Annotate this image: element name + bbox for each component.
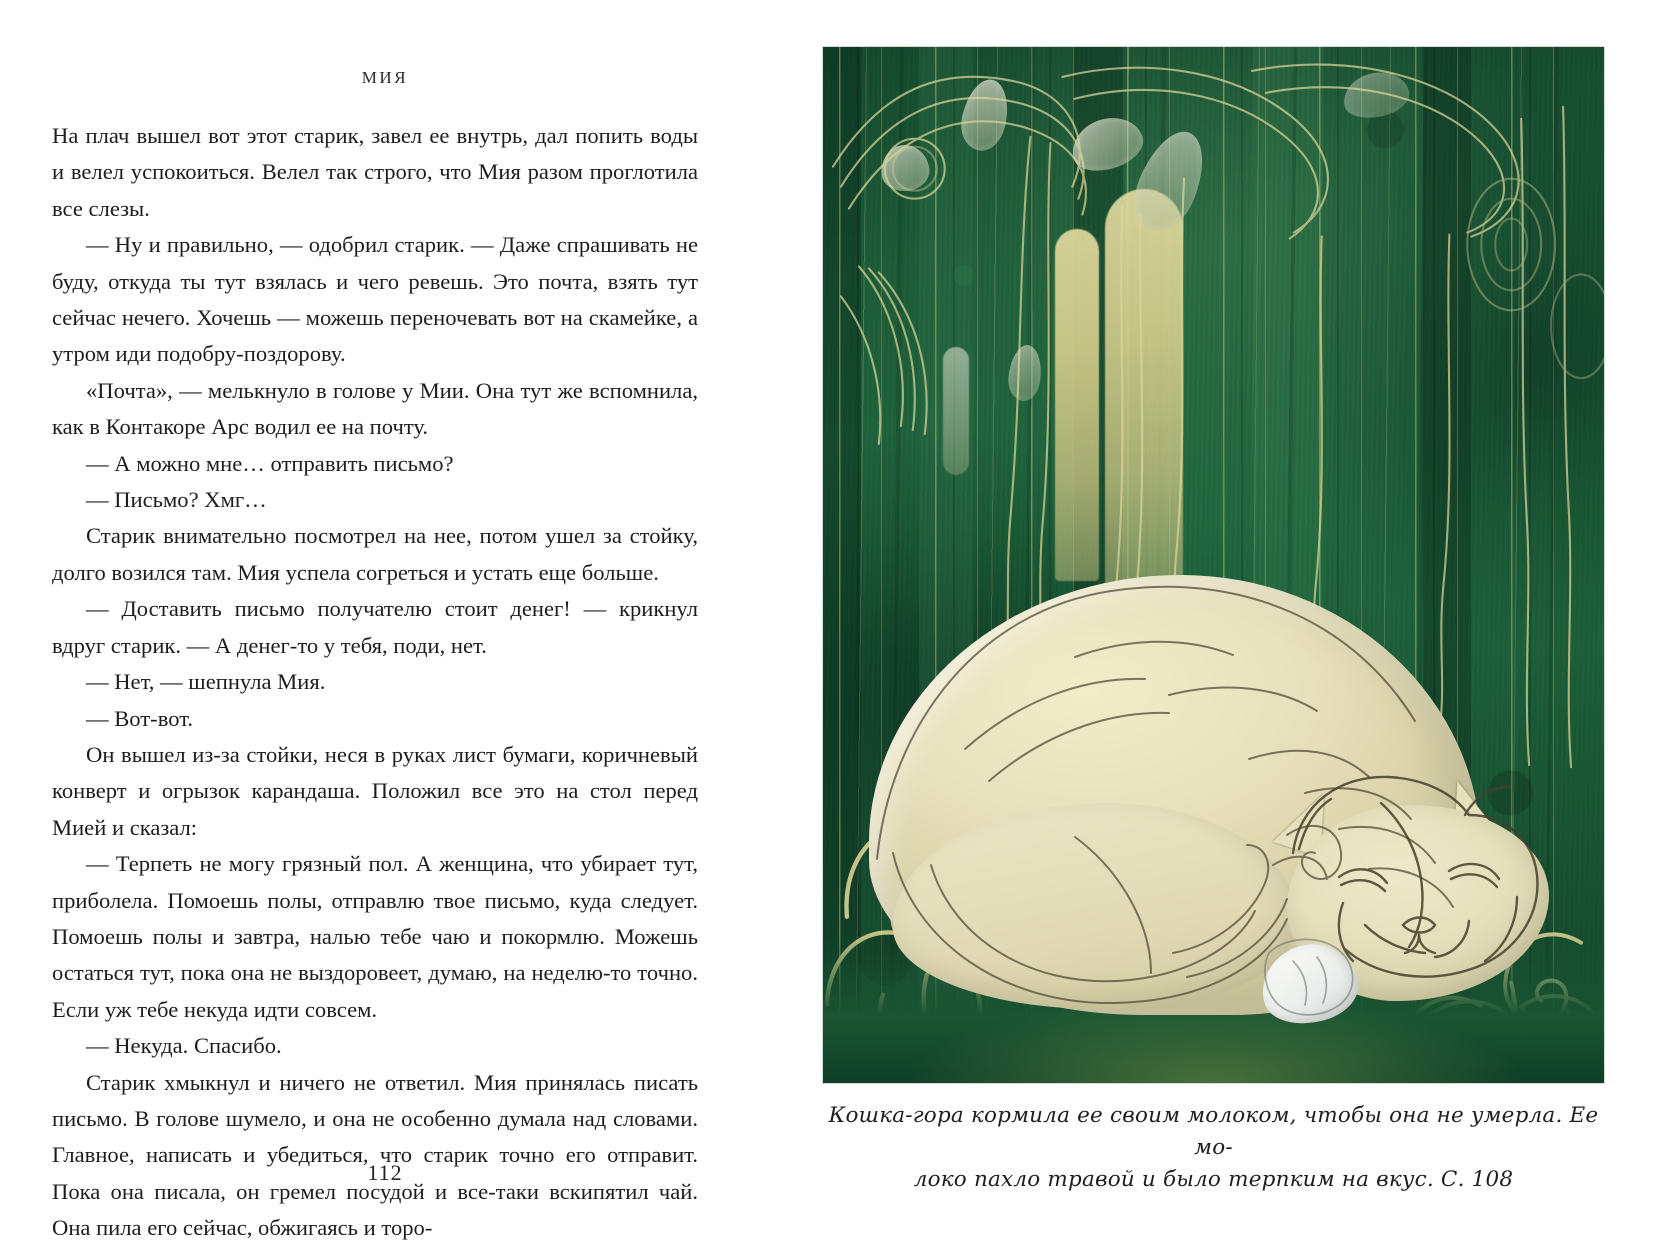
paragraph: — Терпеть не могу грязный пол. А женщина, что убирает тут, приболела. Помоешь полы, отправлю твое письмо, куда следует. Помоешь полы и завтра, налью тебе чаю и покормлю. Можешь остаться тут, пока она не выздоровеет, думаю, на неделю-то точно. Если уж тебе некуда идти совсем. (52, 851, 698, 1022)
paragraph: Он вышел из-за стойки, неся в руках лист бумаги, коричневый конверт и огрызок карандаша. Положил все это на стол перед Мией и сказал: (52, 741, 698, 840)
illustration-caption (822, 1100, 1605, 1196)
paragraph: — Письмо? Хмг… (86, 487, 267, 513)
paragraph: — А можно мне… отправить письмо? (86, 450, 454, 476)
sleeping-cat-mountain (869, 553, 1569, 1027)
caption-line-1: Кошка-гора кормила ее своим молоком, чтобы она не умерла. Ее мо- (828, 1103, 1599, 1160)
right-page (770, 0, 1658, 1247)
paragraph: — Некуда. Спасибо. (86, 1033, 282, 1059)
caption-line-2: локо пахло травой и было терпким на вкус. С. 108 (913, 1167, 1514, 1192)
page-number: 112 (367, 1160, 403, 1185)
paragraph: — Вот-вот. (86, 705, 194, 731)
paragraph: — Нет, — шепнула Мия. (86, 669, 326, 695)
cat-linework (869, 553, 1569, 1027)
running-head: МИЯ (361, 68, 409, 87)
left-page (0, 0, 770, 1247)
paragraph: — Доставить письмо получателю стоит денег! — крикнул вдруг старик. — А денег-то у тебя, поди, нет. (52, 596, 698, 658)
paragraph: Старик хмыкнул и ничего не ответил. Мия принялась писать письмо. В голове шумело, и она не особенно думала над словами. Главное, написать и убедиться, что старик точно его отправит. Пока она писала, он гремел посудой и все-таки вскипятил чай. Она пила его сейчас, обжигаясь и торо- (52, 1069, 698, 1241)
paragraph: «Почта», — мелькнуло в голове у Мии. Она тут же вспомнила, как в Контакоре Арс водил ее на почту. (52, 377, 698, 440)
paragraph: На плач вышел вот этот старик, завел ее внутрь, дал попить воды и велел успокоиться. Велел так строго, что Мия разом проглотила все слезы. (52, 123, 698, 221)
paragraph: — Ну и правильно, — одобрил старик. — Даже спрашивать не буду, откуда ты тут взялась и чего ревешь. Это почта, взять тут сейчас нечего. Хочешь — можешь переночевать вот на скамейке, а утром иди подобру-поздорову. (52, 232, 698, 367)
illustration (822, 46, 1605, 1084)
paragraph: Старик внимательно посмотрел на нее, потом ушел за стойку, долго возился там. Мия успела согреться и устать еще больше. (52, 523, 698, 585)
body-text-column (52, 118, 698, 1247)
